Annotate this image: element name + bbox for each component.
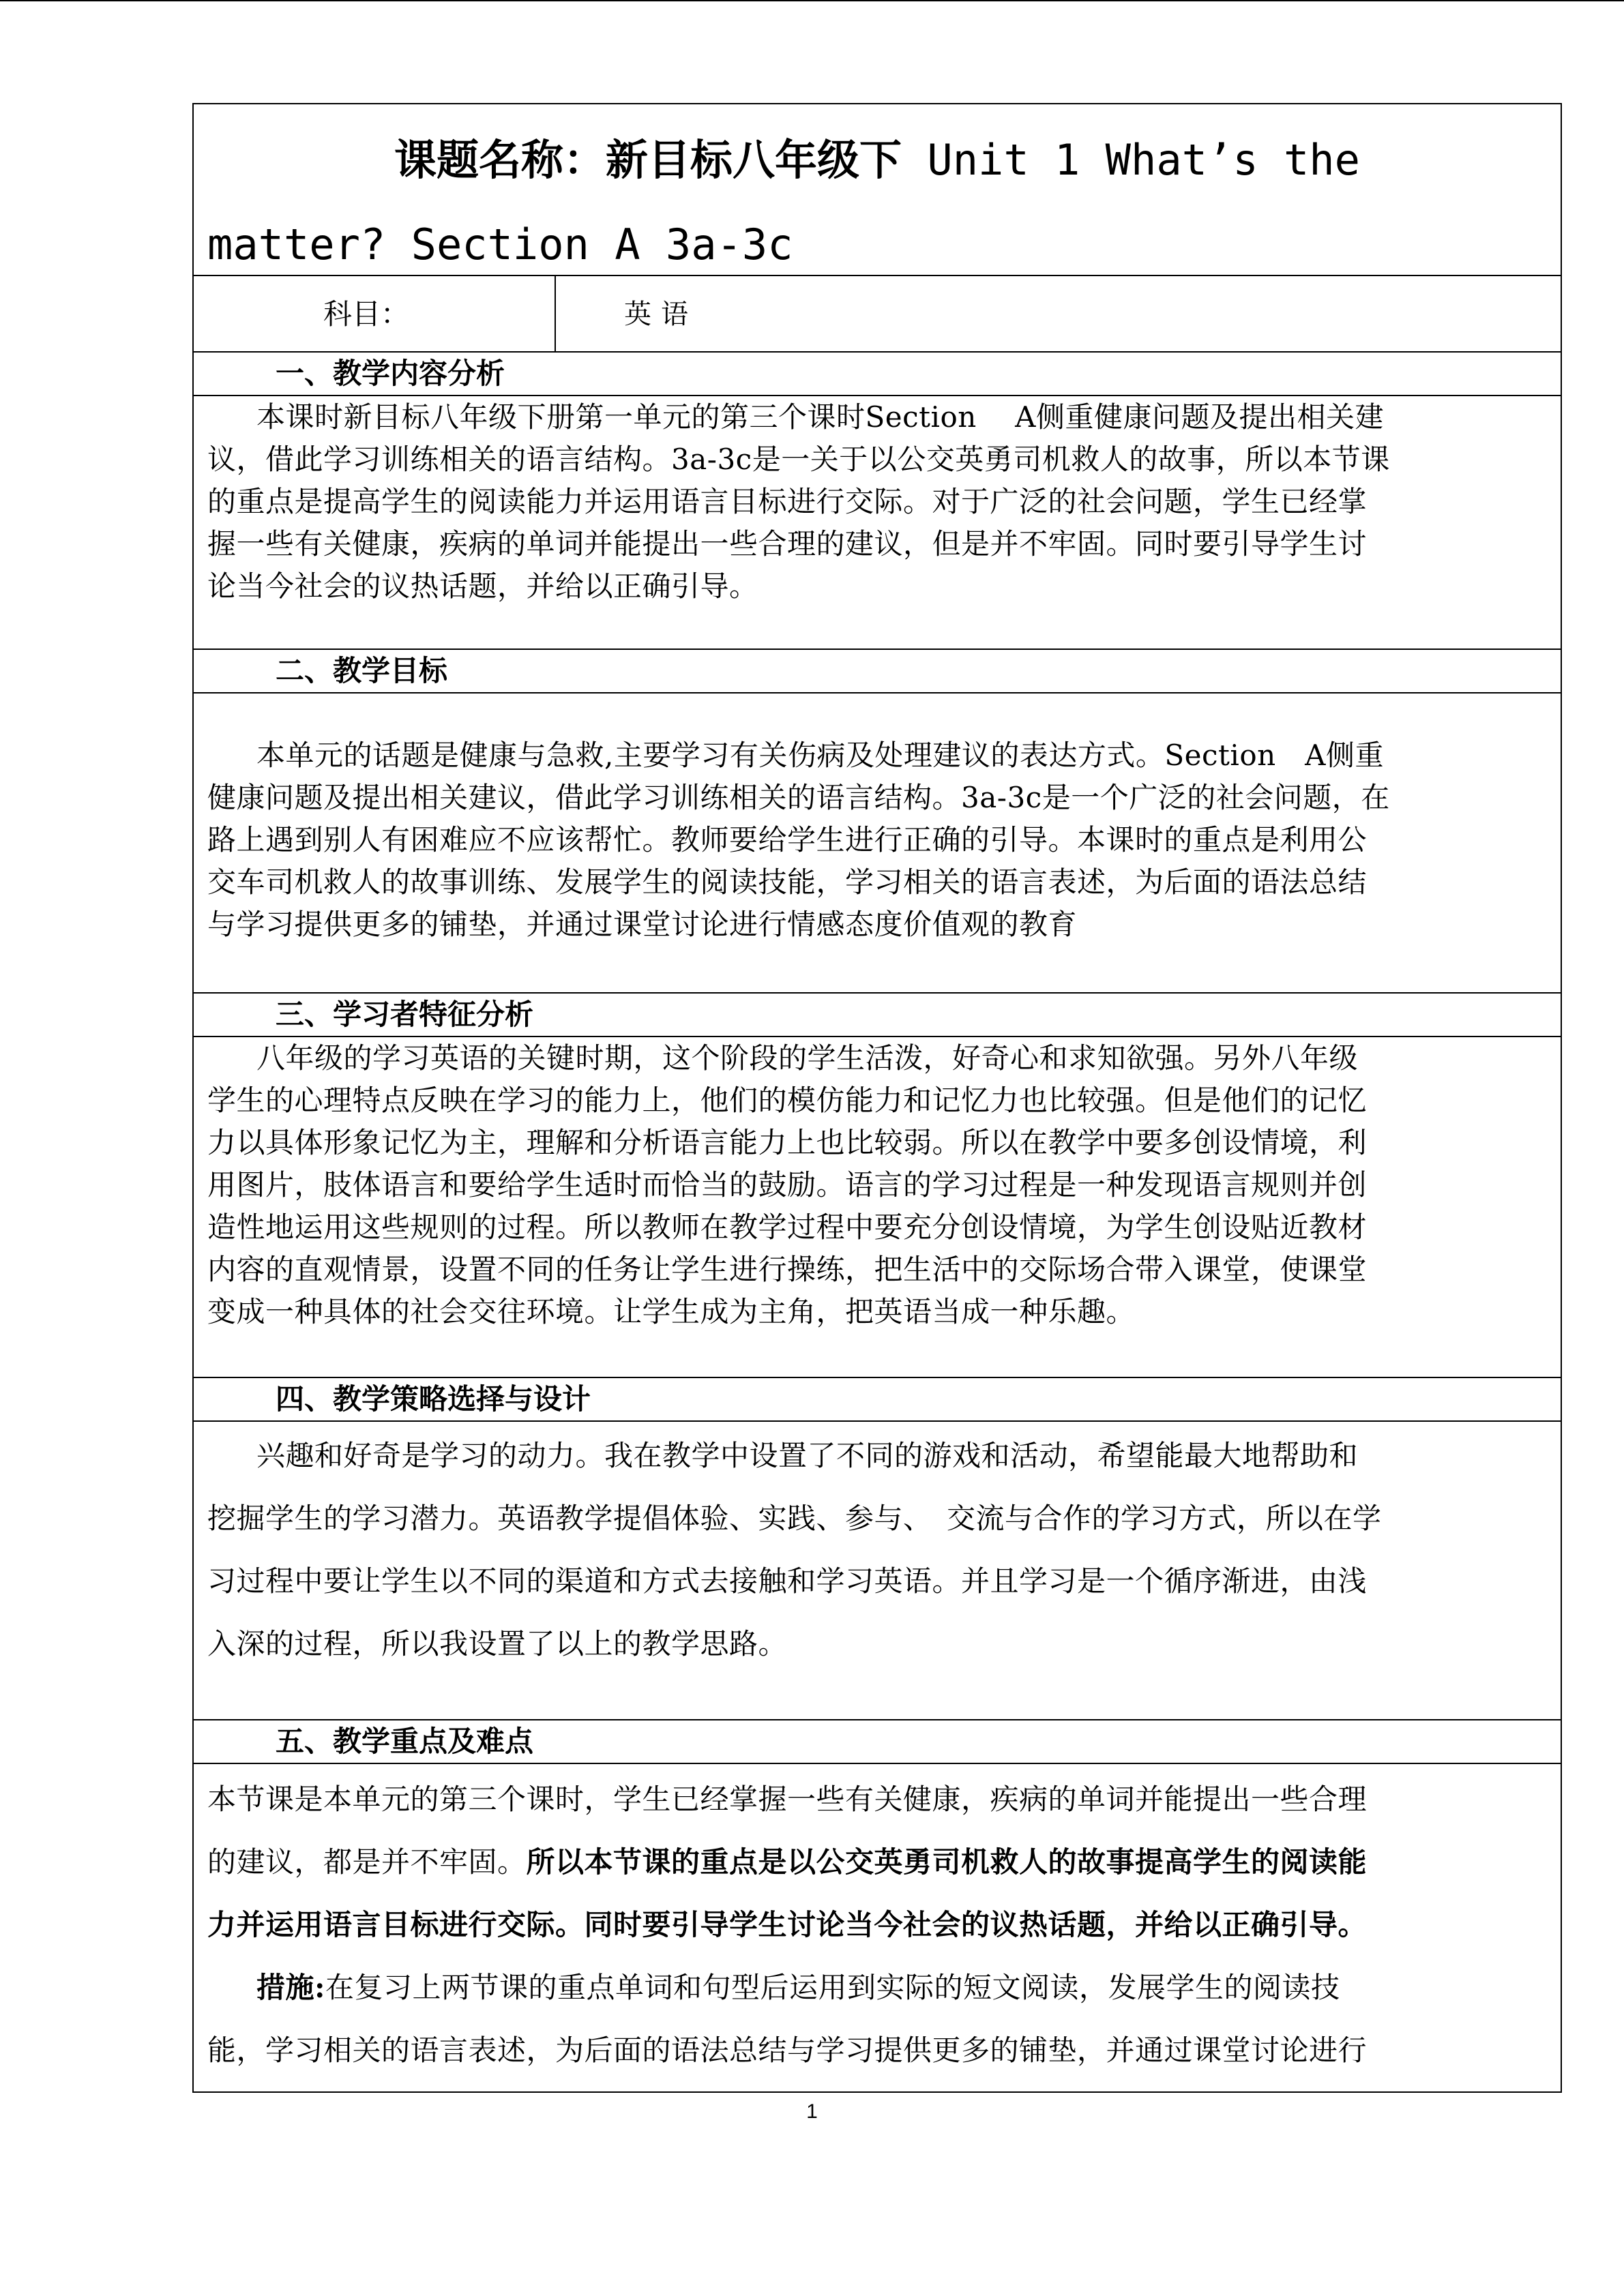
section-heading-content-analysis: 一、教学内容分析 bbox=[194, 353, 1561, 396]
section-heading-key-points: 五、教学重点及难点 bbox=[194, 1720, 1561, 1764]
paragraph-line: 内容的直观情景，设置不同的任务让学生进行操练，把生活中的交际场合带入课堂，使课堂 bbox=[207, 1253, 1368, 1286]
paragraph-line: 议，借此学习训练相关的语言结构。3a-3c是一关于以公交英勇司机救人的故事，所以本节课 bbox=[207, 443, 1390, 476]
paragraph-line: 学生的心理特点反映在学习的能力上，他们的模仿能力和记忆力也比较强。但是他们的记忆 bbox=[207, 1084, 1368, 1117]
section-body-learner-analysis bbox=[194, 1037, 1561, 1378]
paragraph-line: 用图片，肢体语言和要给学生适时而恰当的鼓励。语言的学习过程是一种发现语言规则并创 bbox=[207, 1168, 1368, 1202]
paragraph-line: 兴趣和好奇是学习的动力。我在教学中设置了不同的游戏和活动，希望能最大地帮助和 bbox=[256, 1439, 1359, 1472]
section-body-content-analysis bbox=[194, 396, 1561, 650]
paragraph-line: 本节课是本单元的第三个课时，学生已经掌握一些有关健康，疾病的单词并能提出一些合理 bbox=[207, 1783, 1368, 1816]
paragraph-line-bold: 力并运用语言目标进行交际。同时要引导学生讨论当今社会的议热话题，并给以正确引导。 bbox=[207, 1908, 1368, 1941]
paragraph-line bbox=[207, 1956, 1547, 2019]
paragraph-line: 习过程中要让学生以不同的渠道和方式去接触和学习英语。并且学习是一个循序渐进，由浅 bbox=[207, 1564, 1368, 1598]
paragraph-line: 入深的过程，所以我设置了以上的教学思路。 bbox=[207, 1627, 788, 1660]
section-heading-teaching-goals: 二、教学目标 bbox=[194, 650, 1561, 694]
section-body-key-points bbox=[194, 1764, 1561, 2091]
paragraph-line: 挖掘学生的学习潜力。英语教学提倡体验、实践、参与、 交流与合作的学习方式，所以在学 bbox=[207, 1502, 1382, 1535]
section-heading-learner-analysis: 三、学习者特征分析 bbox=[194, 994, 1561, 1037]
paragraph-line: 本单元的话题是健康与急救,主要学习有关伤病及处理建议的表达方式。Section A侧重 bbox=[256, 739, 1384, 772]
paragraph-line: 本课时新目标八年级下册第一单元的第三个课时Section A侧重健康问题及提出相关建 bbox=[256, 400, 1384, 434]
paragraph-line: 变成一种具体的社会交往环境。让学生成为主角，把英语当成一种乐趣。 bbox=[207, 1295, 1136, 1328]
subject-value: 英语 bbox=[624, 299, 698, 330]
subject-label: 科目： bbox=[194, 276, 556, 351]
measures-text: 在复习上两节课的重点单词和句型后运用到实际的短文阅读，发展学生的阅读技 bbox=[325, 1971, 1340, 2004]
paragraph-line: 健康问题及提出相关建议，借此学习训练相关的语言结构。3a-3c是一个广泛的社会问题，在 bbox=[207, 781, 1390, 814]
section-body-teaching-strategy bbox=[194, 1422, 1561, 1720]
paragraph-line bbox=[207, 1831, 1547, 1894]
line-bold-text: 所以本节课的重点是以公交英勇司机救人的故事提高学生的阅读能 bbox=[526, 1845, 1368, 1879]
section-body-teaching-goals bbox=[194, 694, 1561, 994]
lesson-plan-table bbox=[192, 103, 1562, 2093]
paragraph-line: 的重点是提高学生的阅读能力并运用语言目标进行交际。对于广泛的社会问题，学生已经掌 bbox=[207, 485, 1368, 518]
title-prefix: 课题名称：新目标八年级下 bbox=[394, 135, 902, 185]
title-line-1 bbox=[207, 118, 1547, 203]
paragraph-line: 造性地运用这些规则的过程。所以教师在教学过程中要充分创设情境，为学生创设贴近教材 bbox=[207, 1210, 1368, 1244]
paragraph-line: 八年级的学习英语的关键时期，这个阶段的学生活泼，好奇心和求知欲强。另外八年级 bbox=[256, 1041, 1359, 1075]
title-line-2: matter? Section A 3a-3c bbox=[207, 220, 793, 269]
measures-label: 措施: bbox=[256, 1971, 326, 2004]
subject-row bbox=[194, 276, 1561, 353]
paragraph-line: 握一些有关健康，疾病的单词并能提出一些合理的建议，但是并不牢固。同时要引导学生讨 bbox=[207, 527, 1368, 561]
paragraph-line: 路上遇到别人有困难应不应该帮忙。教师要给学生进行正确的引导。本课时的重点是利用公 bbox=[207, 823, 1368, 856]
title-cell bbox=[194, 104, 1561, 276]
paragraph-line: 与学习提供更多的铺垫，并通过课堂讨论进行情感态度价值观的教育 bbox=[207, 908, 1078, 941]
paragraph-line: 能，学习相关的语言表述，为后面的语法总结与学习提供更多的铺垫，并通过课堂讨论进行 bbox=[207, 2033, 1368, 2067]
paragraph-line: 力以具体形象记忆为主，理解和分析语言能力上也比较弱。所以在教学中要多创设情境，利 bbox=[207, 1126, 1368, 1159]
paragraph-line: 交车司机救人的故事训练、发展学生的阅读技能，学习相关的语言表述，为后面的语法总结 bbox=[207, 865, 1368, 899]
title-line-1-rest: Unit 1 What’s the bbox=[902, 135, 1360, 185]
section-heading-teaching-strategy: 四、教学策略选择与设计 bbox=[194, 1378, 1561, 1422]
page-number: 1 bbox=[806, 2100, 818, 2123]
paragraph-line: 论当今社会的议热话题，并给以正确引导。 bbox=[207, 569, 758, 603]
line-normal-text: 的建议，都是并不牢固。 bbox=[207, 1845, 527, 1879]
top-rule bbox=[0, 0, 1624, 1]
